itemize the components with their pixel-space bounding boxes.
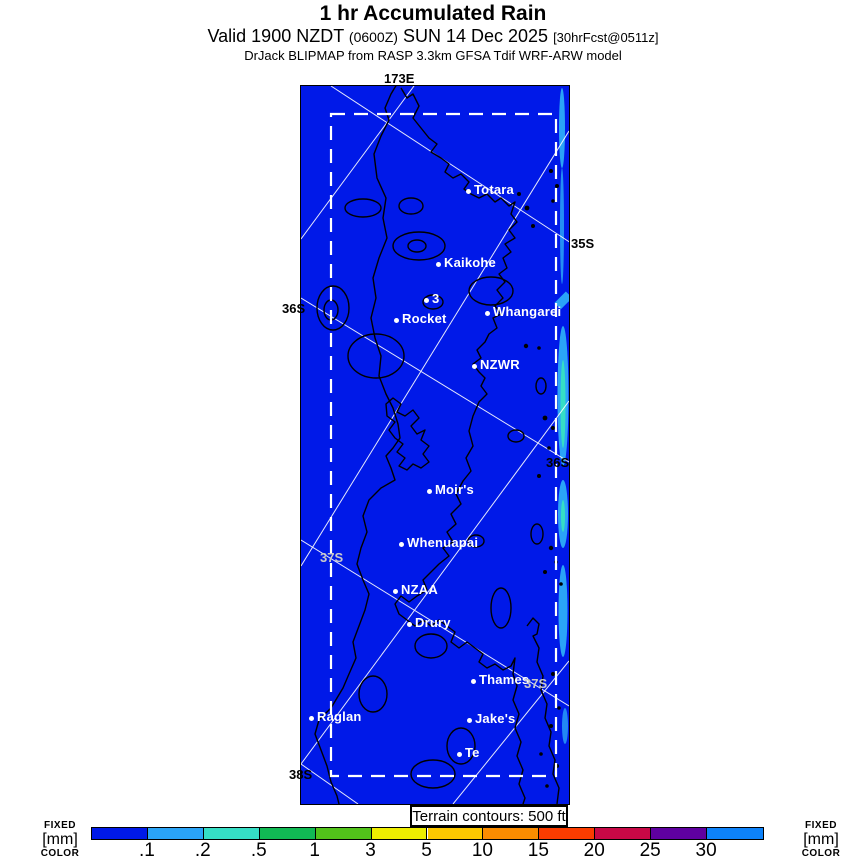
colorbar-segment (372, 828, 428, 839)
station-label: Whangarei (493, 304, 562, 319)
colorbar-tick-label: .5 (250, 840, 267, 861)
colorbar-tick-label: 10 (471, 840, 493, 861)
station-dot-icon (436, 262, 441, 267)
map-overlay (301, 86, 569, 804)
station-dot-icon (427, 489, 432, 494)
station-label: Rocket (402, 311, 447, 326)
station-dot-icon (309, 716, 314, 721)
colorbar-tick-label: 20 (583, 840, 605, 861)
graticule-label: 37S (524, 676, 548, 691)
colorbar-tick-label: 15 (527, 840, 549, 861)
colorbar-segment (92, 828, 148, 839)
station-dot-icon (394, 318, 399, 323)
colorbar-units-left (32, 821, 88, 859)
valid-utc: (0600Z) (348, 29, 398, 45)
colorbar-segment (595, 828, 651, 839)
station-dot-icon (407, 622, 412, 627)
colorbar-tick-label: 1 (309, 840, 320, 861)
model-line: DrJack BLIPMAP from RASP 3.3km GFSA Tdif WRF-ARW model (244, 48, 622, 63)
page-title: 1 hr Accumulated Rain (319, 2, 547, 25)
graticule-label: 36S (546, 455, 570, 470)
station-dot-icon (471, 679, 476, 684)
colorbar-tick-label: .2 (194, 840, 211, 861)
valid-prefix: Valid 1900 NZDT (207, 26, 344, 46)
station-label: Moir's (435, 482, 474, 497)
graticule-label: 37S (320, 550, 344, 565)
weather-map (300, 85, 570, 805)
colorbar-tick-label: 5 (421, 840, 432, 861)
colorbar-tick-label: .1 (138, 840, 155, 861)
station-label: Jake's (475, 711, 516, 726)
units-fixed-label: FIXED (805, 820, 837, 831)
station-label: NZWR (480, 357, 520, 372)
station-label: Totara (474, 182, 514, 197)
units-color-label: COLOR (40, 848, 80, 859)
units-color-label: COLOR (801, 848, 841, 859)
station-dot-icon (399, 542, 404, 547)
colorbar (91, 827, 764, 840)
station-label: NZAA (401, 582, 438, 597)
station-dot-icon (393, 589, 398, 594)
station-label: Kaikohe (444, 255, 496, 270)
graticule-label: 36S (282, 301, 306, 316)
colorbar-segment (707, 828, 763, 839)
colorbar-segment (204, 828, 260, 839)
units-fixed-label: FIXED (44, 820, 76, 831)
valid-date: SUN 14 Dec 2025 (402, 26, 549, 46)
station-label: 3 (432, 291, 440, 306)
terrain-note: Terrain contours: 500 ft (410, 805, 568, 827)
colorbar-segment (260, 828, 316, 839)
station-dot-icon (466, 189, 471, 194)
graticule-label: 35S (571, 236, 595, 251)
station-dot-icon (457, 752, 462, 757)
station-label: Drury (415, 615, 451, 630)
colorbar-segment (428, 828, 484, 839)
station-dot-icon (472, 364, 477, 369)
station-label: Te (465, 745, 480, 760)
colorbar-segment (483, 828, 539, 839)
colorbar-segment (316, 828, 372, 839)
station-dot-icon (485, 311, 490, 316)
graticule-label: 173E (384, 71, 415, 86)
station-label: Thames (479, 672, 530, 687)
graticule-label: 38S (289, 767, 313, 782)
colorbar-units-right (793, 821, 849, 859)
colorbar-tick-label: 3 (365, 840, 376, 861)
units-mm-label: [mm] (803, 831, 839, 848)
colorbar-segment (539, 828, 595, 839)
colorbar-tick-label: 30 (695, 840, 717, 861)
units-mm-label: [mm] (42, 831, 78, 848)
colorbar-tick-label: 25 (639, 840, 661, 861)
colorbar-segment (651, 828, 707, 839)
station-dot-icon (424, 298, 429, 303)
station-dot-icon (467, 718, 472, 723)
forecast-tag: [30hrFcst@0511z] (553, 30, 659, 45)
station-label: Raglan (317, 709, 362, 724)
colorbar-segment (148, 828, 204, 839)
station-label: Whenuapai (407, 535, 479, 550)
